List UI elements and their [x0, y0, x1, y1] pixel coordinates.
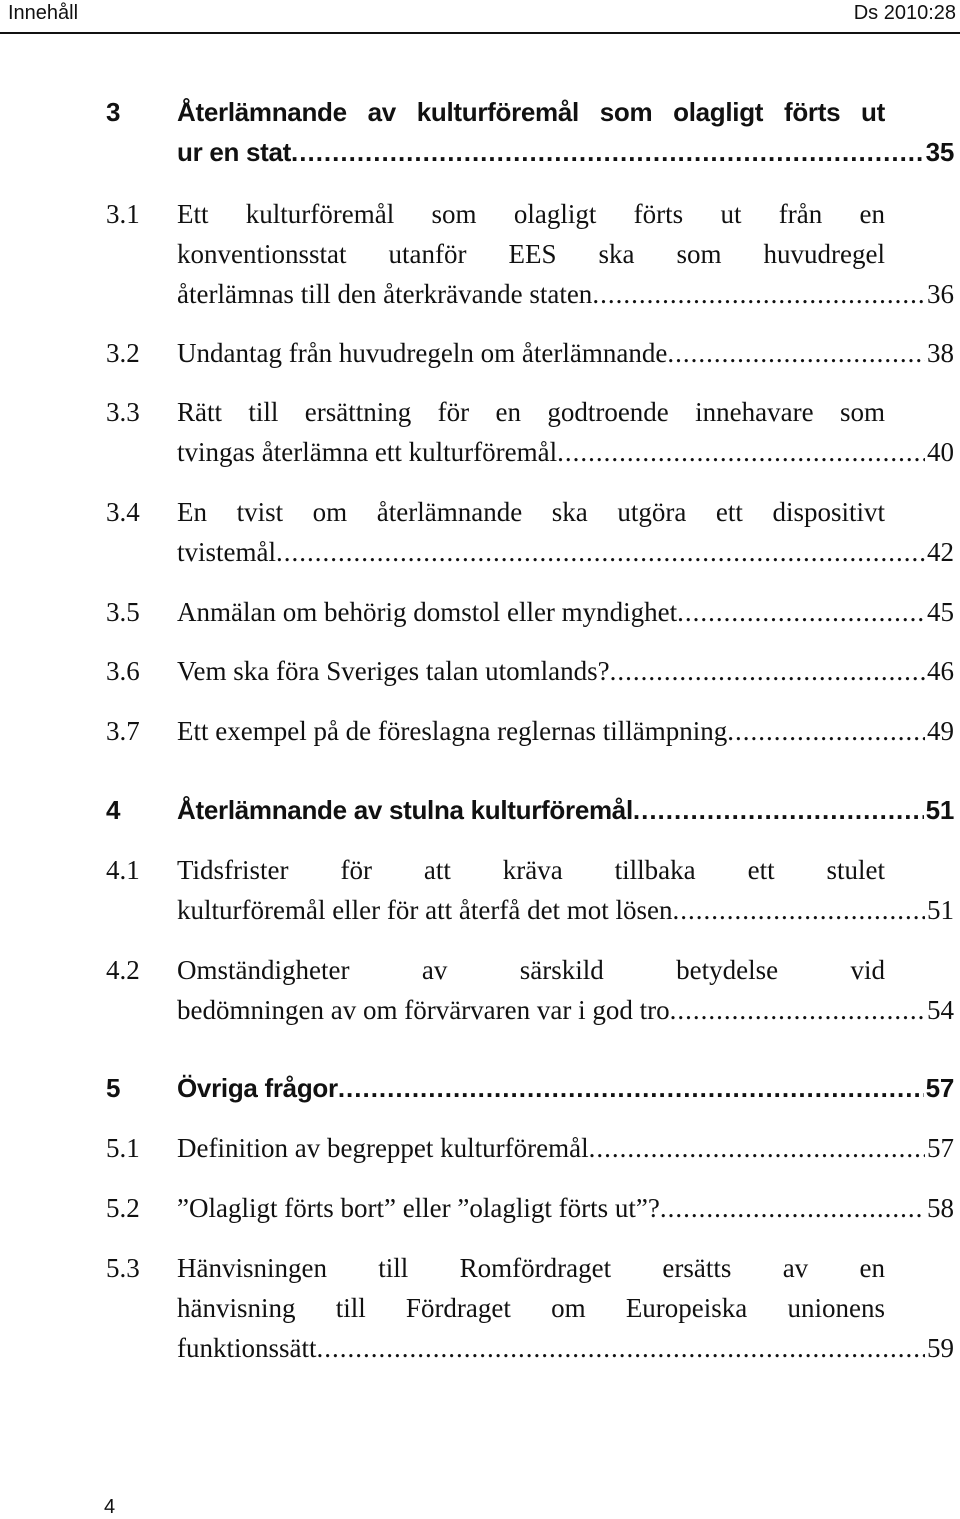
- toc-entry-title: [177, 850, 954, 930]
- toc-page-number[interactable]: 57: [927, 1133, 954, 1163]
- dot-leader: [610, 651, 925, 691]
- toc-entry-title: [177, 950, 954, 1030]
- toc-entry-title: [177, 1128, 954, 1168]
- dot-leader: [667, 333, 925, 373]
- toc-entry-number: 5: [106, 1073, 121, 1103]
- dot-leader: [291, 132, 924, 172]
- toc-entry-number: 3.6: [106, 656, 140, 686]
- toc-title-line: Återlämnande av kulturföremål som olagligt förts ut: [177, 97, 885, 127]
- toc-page-number[interactable]: 59: [927, 1333, 954, 1363]
- toc-title-line: Tidsfrister för att kräva tillbaka ett stulet: [177, 855, 885, 885]
- toc-entry-title: [177, 492, 954, 572]
- toc-leader-line: [177, 651, 954, 691]
- toc-title-line: konventionsstat utanför EES ska som huvudregel: [177, 239, 885, 269]
- toc-entry-title: [177, 1248, 954, 1368]
- toc-title-final-line: kulturföremål eller för att återfå det mot lösen: [177, 895, 673, 925]
- toc-page-number[interactable]: 49: [927, 716, 954, 746]
- toc-entry-title: [177, 92, 954, 172]
- toc-entry-number: 3.1: [106, 199, 140, 229]
- toc-title-line: Hänvisningen till Romfördraget ersätts av en: [177, 1253, 885, 1283]
- toc-title-final-line: bedömningen av om förvärvaren var i god tro: [177, 995, 670, 1025]
- toc-leader-line: [177, 432, 954, 472]
- toc-entry-number: 3.4: [106, 497, 140, 527]
- toc-entry-number: 5.2: [106, 1193, 140, 1223]
- toc-page-number[interactable]: 45: [927, 597, 954, 627]
- toc-entry-number: 3.5: [106, 597, 140, 627]
- toc-entry-title: [177, 1068, 954, 1108]
- toc-entry-number: 4: [106, 795, 121, 825]
- dot-leader: [727, 711, 925, 751]
- toc-entry-title: [177, 1188, 954, 1228]
- dot-leader: [673, 890, 925, 930]
- toc-entry-number: 4.1: [106, 855, 140, 885]
- toc-page-number[interactable]: 38: [927, 338, 954, 368]
- toc-entry-title: [177, 194, 954, 314]
- toc-entry-title: [177, 392, 954, 472]
- toc-leader-line: [177, 990, 954, 1030]
- toc-title-final-line: Anmälan om behörig domstol eller myndighet: [177, 597, 678, 627]
- toc-entry-number: 3.7: [106, 716, 140, 746]
- toc-entry-title: [177, 333, 954, 373]
- toc-title-line: hänvisning till Fördraget om Europeiska unionens: [177, 1293, 885, 1323]
- toc-page-number[interactable]: 46: [927, 656, 954, 686]
- toc-title-final-line: Återlämnande av stulna kulturföremål: [177, 795, 633, 825]
- toc-leader-line: [177, 592, 954, 632]
- toc-entry-number: 5.3: [106, 1253, 140, 1283]
- toc-title-final-line: återlämnas till den återkrävande staten: [177, 279, 593, 309]
- toc-leader-line: [177, 790, 954, 830]
- toc-entry-number: 4.2: [106, 955, 140, 985]
- toc-title-final-line: ur en stat: [177, 137, 292, 167]
- toc-title-final-line: Undantag från huvudregeln om återlämnande: [177, 338, 668, 368]
- header-document-id: Ds 2010:28: [853, 2, 956, 24]
- header-section-title: Innehåll: [8, 2, 79, 24]
- toc-entry-title: [177, 651, 954, 691]
- toc-title-final-line: funktionssätt: [177, 1333, 317, 1363]
- toc-page-number[interactable]: 57: [925, 1073, 954, 1103]
- toc-entry-number: 3: [106, 97, 121, 127]
- dot-leader: [317, 1328, 926, 1368]
- dot-leader: [633, 790, 924, 830]
- toc-title-final-line: Definition av begreppet kulturföremål: [177, 1133, 589, 1163]
- dot-leader: [276, 532, 925, 572]
- page-header: [0, 0, 960, 32]
- toc-leader-line: [177, 1328, 954, 1368]
- toc-page-number[interactable]: 36: [927, 279, 954, 309]
- toc-title-final-line: tvistemål: [177, 537, 276, 567]
- toc-entry-number: 5.1: [106, 1133, 140, 1163]
- toc-leader-line: [177, 1188, 954, 1228]
- header-rule: [0, 32, 960, 34]
- toc-title-final-line: Övriga frågor: [177, 1073, 338, 1103]
- toc-page-number[interactable]: 51: [925, 795, 954, 825]
- toc-page-number[interactable]: 58: [927, 1193, 954, 1223]
- toc-leader-line: [177, 1128, 954, 1168]
- toc-page-number[interactable]: 54: [927, 995, 954, 1025]
- toc-entry-title: [177, 592, 954, 632]
- toc-title-line: Rätt till ersättning för en godtroende innehavare som: [177, 397, 885, 427]
- toc-leader-line: [177, 274, 954, 314]
- dot-leader: [557, 432, 925, 472]
- dot-leader: [670, 990, 925, 1030]
- toc-title-final-line: ”Olagligt förts bort” eller ”olagligt förts ut”?: [177, 1193, 660, 1223]
- toc-leader-line: [177, 890, 954, 930]
- page-number: 4: [104, 1496, 116, 1518]
- toc-title-line: Ett kulturföremål som olagligt förts ut från en: [177, 199, 885, 229]
- toc-leader-line: [177, 333, 954, 373]
- toc-entry-number: 3.3: [106, 397, 140, 427]
- toc-leader-line: [177, 532, 954, 572]
- toc-title-final-line: Vem ska föra Sveriges talan utomlands?: [177, 656, 610, 686]
- dot-leader: [589, 1128, 925, 1168]
- dot-leader: [660, 1188, 925, 1228]
- toc-title-line: En tvist om återlämnande ska utgöra ett dispositivt: [177, 497, 885, 527]
- toc-entry-title: [177, 711, 954, 751]
- toc-leader-line: [177, 1068, 954, 1108]
- toc-page-number[interactable]: 40: [927, 437, 954, 467]
- dot-leader: [592, 274, 925, 314]
- toc-entry-title: [177, 790, 954, 830]
- toc-page-number[interactable]: 51: [927, 895, 954, 925]
- toc-title-final-line: Ett exempel på de föreslagna reglernas tillämpning: [177, 716, 728, 746]
- toc-page-number[interactable]: 35: [925, 137, 954, 167]
- toc-title-line: Omständigheter av särskild betydelse vid: [177, 955, 885, 985]
- toc-leader-line: [177, 711, 954, 751]
- toc-title-final-line: tvingas återlämna ett kulturföremål: [177, 437, 558, 467]
- dot-leader: [677, 592, 925, 632]
- toc-leader-line: [177, 132, 954, 172]
- toc-entry-number: 3.2: [106, 338, 140, 368]
- toc-page-number[interactable]: 42: [927, 537, 954, 567]
- dot-leader: [338, 1068, 924, 1108]
